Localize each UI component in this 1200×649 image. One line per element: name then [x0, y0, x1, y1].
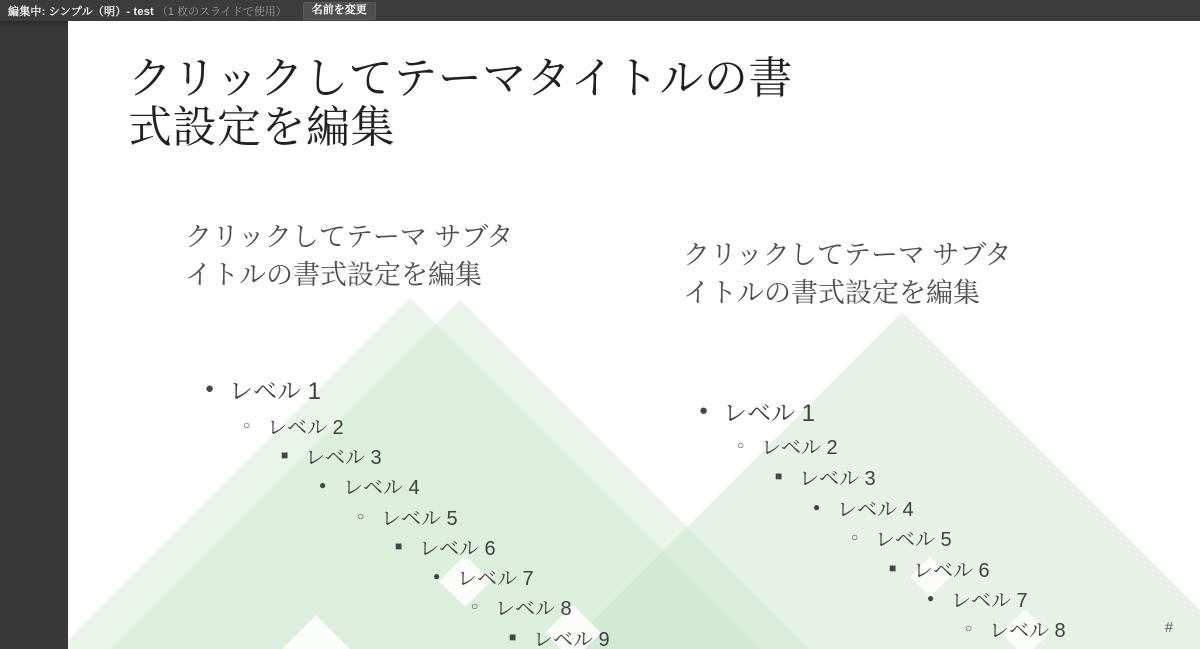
open-circle-bullet-icon: ○	[965, 621, 973, 635]
filled-circle-bullet-icon: ●	[205, 379, 215, 397]
title-line-2: 式設定を編集	[128, 103, 395, 152]
right-list-level-7[interactable]	[927, 585, 1028, 611]
filled-circle-bullet-icon: ●	[319, 478, 327, 492]
level-label: レベル 7	[457, 567, 534, 590]
open-circle-bullet-icon: ○	[357, 509, 365, 523]
level-label: レベル 8	[989, 619, 1066, 642]
left-list-level-6[interactable]	[395, 533, 496, 559]
rename-theme-button[interactable]: 名前を変更	[303, 2, 376, 20]
level-label: レベル 4	[343, 476, 420, 499]
level-label: レベル 6	[419, 537, 496, 560]
filled-square-bullet-icon: ■	[509, 630, 517, 644]
subtitle-right-line-1: クリックしてテーマ サブタ	[683, 240, 1012, 270]
subtitle-left-line-1: クリックしてテーマ サブタ	[185, 222, 514, 252]
title-line-1: クリックしてテーマタイトルの書	[128, 54, 793, 103]
right-list-level-4[interactable]	[813, 494, 914, 520]
level-label: レベル 8	[495, 597, 572, 620]
level-label: レベル 6	[913, 559, 990, 582]
topbar-shadow	[0, 21, 68, 26]
open-circle-bullet-icon: ○	[737, 438, 745, 452]
level-label: レベル 1	[229, 377, 322, 405]
layout-filmstrip-panel[interactable]	[0, 21, 68, 649]
subtitle-placeholder-left[interactable]	[185, 218, 605, 294]
right-list-level-6[interactable]	[889, 555, 990, 581]
left-list-level-8[interactable]	[471, 593, 572, 619]
right-list-level-1[interactable]	[699, 394, 815, 426]
right-list-level-8[interactable]	[965, 615, 1066, 641]
filled-circle-bullet-icon: ●	[927, 591, 935, 605]
slides-usage-label: （1 枚のスライドで使用）	[156, 5, 287, 18]
filled-circle-bullet-icon: ●	[699, 401, 709, 419]
level-label: レベル 1	[723, 399, 816, 427]
slide-number-placeholder[interactable]: #	[1164, 619, 1174, 636]
left-list-level-1[interactable]	[205, 372, 321, 404]
level-label: レベル 5	[381, 507, 458, 530]
subtitle-right-line-2: イトルの書式設定を編集	[683, 278, 980, 308]
filled-square-bullet-icon: ■	[281, 448, 289, 462]
master-slide-canvas[interactable]	[68, 21, 1200, 649]
filled-square-bullet-icon: ■	[775, 469, 783, 483]
level-label: レベル 2	[267, 416, 344, 439]
filled-circle-bullet-icon: ●	[813, 500, 821, 514]
left-list-level-4[interactable]	[319, 472, 420, 498]
right-list-level-5[interactable]	[851, 524, 952, 550]
open-circle-bullet-icon: ○	[243, 418, 251, 432]
right-list-level-2[interactable]	[737, 432, 838, 458]
filled-circle-bullet-icon: ●	[433, 569, 441, 583]
left-list-level-7[interactable]	[433, 563, 534, 589]
filled-square-bullet-icon: ■	[889, 561, 897, 575]
open-circle-bullet-icon: ○	[471, 599, 479, 613]
open-circle-bullet-icon: ○	[851, 530, 859, 544]
left-list-level-9[interactable]	[509, 624, 610, 649]
level-label: レベル 9	[533, 628, 610, 649]
left-list-level-5[interactable]	[357, 503, 458, 529]
right-list-level-3[interactable]	[775, 463, 876, 489]
filled-square-bullet-icon: ■	[395, 539, 403, 553]
subtitle-left-line-2: イトルの書式設定を編集	[185, 260, 482, 290]
left-list-level-3[interactable]	[281, 442, 382, 468]
left-list-level-2[interactable]	[243, 412, 344, 438]
level-label: レベル 4	[837, 498, 914, 521]
editing-theme-label: 編集中: シンプル（明）- test	[8, 5, 154, 18]
level-label: レベル 2	[761, 436, 838, 459]
level-label: レベル 3	[799, 467, 876, 490]
subtitle-placeholder-right[interactable]	[683, 236, 1103, 312]
level-label: レベル 7	[951, 589, 1028, 612]
level-label: レベル 5	[875, 528, 952, 551]
theme-title-placeholder[interactable]	[128, 54, 868, 152]
theme-edit-bar	[0, 0, 1200, 21]
level-label: レベル 3	[305, 446, 382, 469]
